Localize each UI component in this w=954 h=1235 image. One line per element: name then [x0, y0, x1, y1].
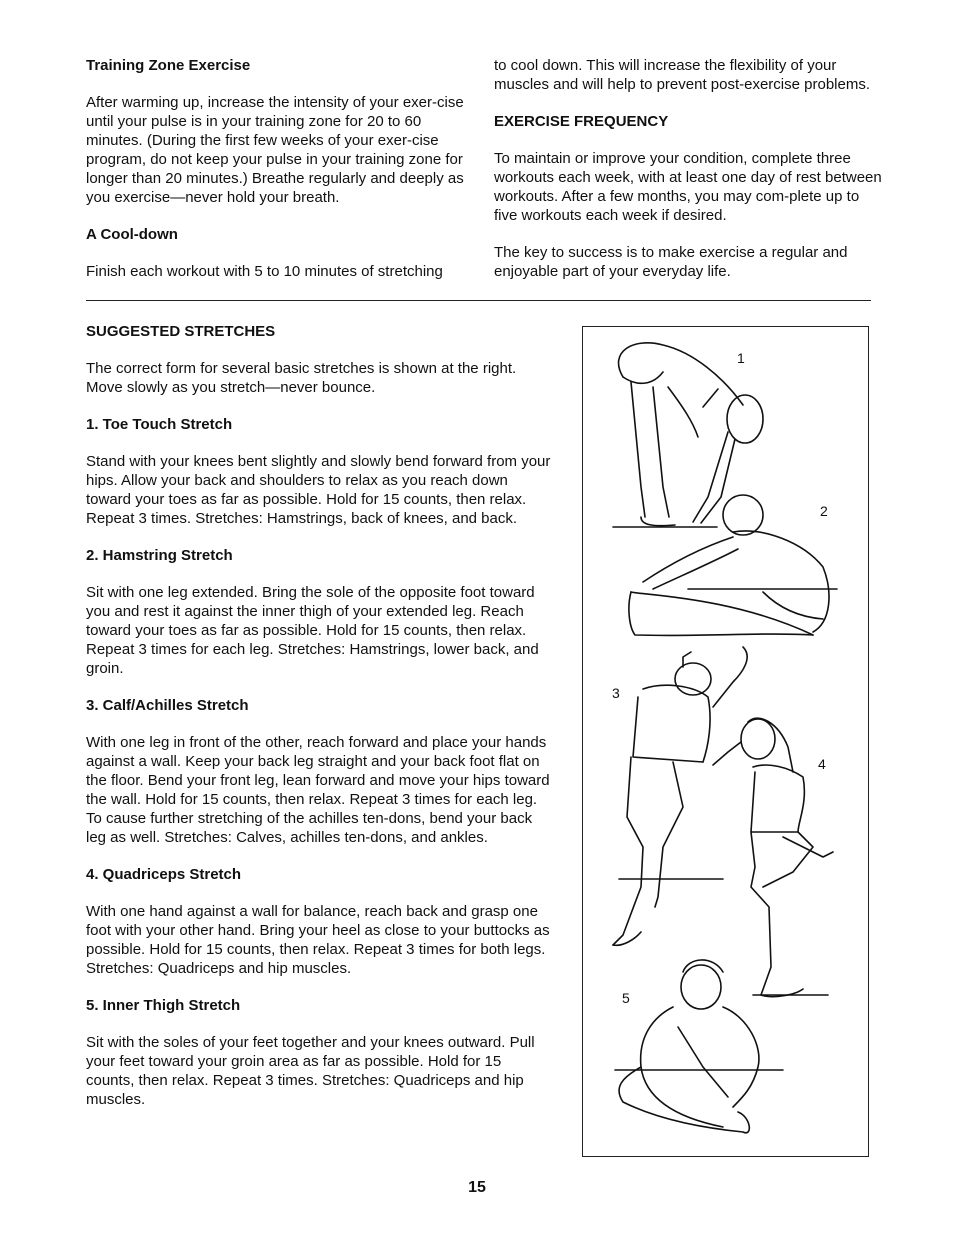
stretch-body-1: Stand with your knees bent slightly and slowly bend forward from your hips. Allow your back and shoulders to relax as you reach down toward your toes as far as possible. Hold for 15 counts, then relax. Repeat 3 times. Stretches: Hamstrings, back of knees, and back.	[86, 453, 551, 527]
key-to-success-body: The key to success is to make exercise a regular and enjoyable part of your everyday life.	[494, 244, 848, 280]
cooldown-body: Finish each workout with 5 to 10 minutes of stretching	[86, 263, 443, 280]
training-zone-body: After warming up, increase the intensity of your exer-cise until your pulse is in your training zone for 20 to 60 minutes. (During the first few weeks of your exer-cise program, do not keep your pulse in your training zone for longer than 20 minutes.) Breathe regularly and deeply as you exercise—never hold your breath.	[86, 94, 464, 206]
toe-touch-figure	[613, 343, 763, 527]
hamstring-stretch-figure	[629, 495, 837, 635]
stretch-body-4: With one hand against a wall for balance, reach back and grasp one foot with your other hand. Bring your heel as close to your buttocks as possible. Hold for 15 counts, then relax. Repeat 3 times for both legs. Stretches: Quadriceps and hip muscles.	[86, 903, 550, 977]
exercise-frequency-heading: EXERCISE FREQUENCY	[494, 113, 669, 130]
figure-label-1: 1	[737, 350, 745, 366]
inner-thigh-stretch-figure	[615, 960, 783, 1133]
cooldown-heading: A Cool-down	[86, 226, 178, 243]
page-number: 15	[468, 1179, 486, 1196]
stretches-column	[86, 322, 552, 1109]
section-divider	[86, 300, 871, 301]
stretch-title-1: 1. Toe Touch Stretch	[86, 416, 233, 433]
stretch-title-4: 4. Quadriceps Stretch	[86, 866, 242, 883]
figure-label-3: 3	[612, 685, 620, 701]
stretch-body-2: Sit with one leg extended. Bring the sole of the opposite foot toward you and rest it against the inner thigh of your extended leg. Reach toward your toes as far as possible. Hold for 15 counts, then relax. Repeat 3 times for each leg. Stretches: Hamstrings, lower back, and groin.	[86, 584, 539, 677]
calf-achilles-stretch-figure	[613, 647, 747, 945]
exercise-frequency-body: To maintain or improve your condition, complete three workouts each week, with at least one day of rest between workouts. After a few months, you may com-plete up to five workouts each week if desired.	[494, 150, 882, 224]
stretches-illustration-box	[582, 326, 869, 1157]
stretches-intro: The correct form for several basic stretches is shown at the right. Move slowly as you stretch—never bounce.	[86, 360, 517, 396]
training-zone-heading: Training Zone Exercise	[86, 57, 251, 74]
figure-label-2: 2	[820, 503, 828, 519]
top-right-column	[494, 56, 882, 281]
quadriceps-stretch-figure	[713, 718, 833, 996]
stretch-title-5: 5. Inner Thigh Stretch	[86, 997, 241, 1014]
suggested-stretches-heading: SUGGESTED STRETCHES	[86, 323, 276, 340]
stretches-illustration	[583, 327, 868, 1156]
stretch-title-3: 3. Calf/Achilles Stretch	[86, 697, 249, 714]
figure-label-5: 5	[622, 990, 630, 1006]
stretch-body-5: Sit with the soles of your feet together and your knees outward. Pull your feet toward your groin area as far as possible. Hold for 15 counts, then relax. Repeat 3 times. Stretches: Quadriceps and hip muscles.	[86, 1034, 535, 1108]
stretch-body-3: With one leg in front of the other, reach forward and place your hands against a wall. Keep your back leg straight and your back foot flat on the floor. Bend your front leg, lean forward and move your hips toward the wall. Hold for 15 counts, then relax. Repeat 3 times for each leg. To cause further stretching of the achilles ten-dons, bend your back leg as well. Stretches: Calves, achilles ten-dons, and ankles.	[86, 734, 550, 846]
cooldown-continued: to cool down. This will increase the flexibility of your muscles and will help to prevent post-exercise problems.	[494, 57, 871, 93]
stretch-title-2: 2. Hamstring Stretch	[86, 547, 233, 564]
figure-label-4: 4	[818, 756, 826, 772]
top-left-column	[86, 56, 464, 281]
